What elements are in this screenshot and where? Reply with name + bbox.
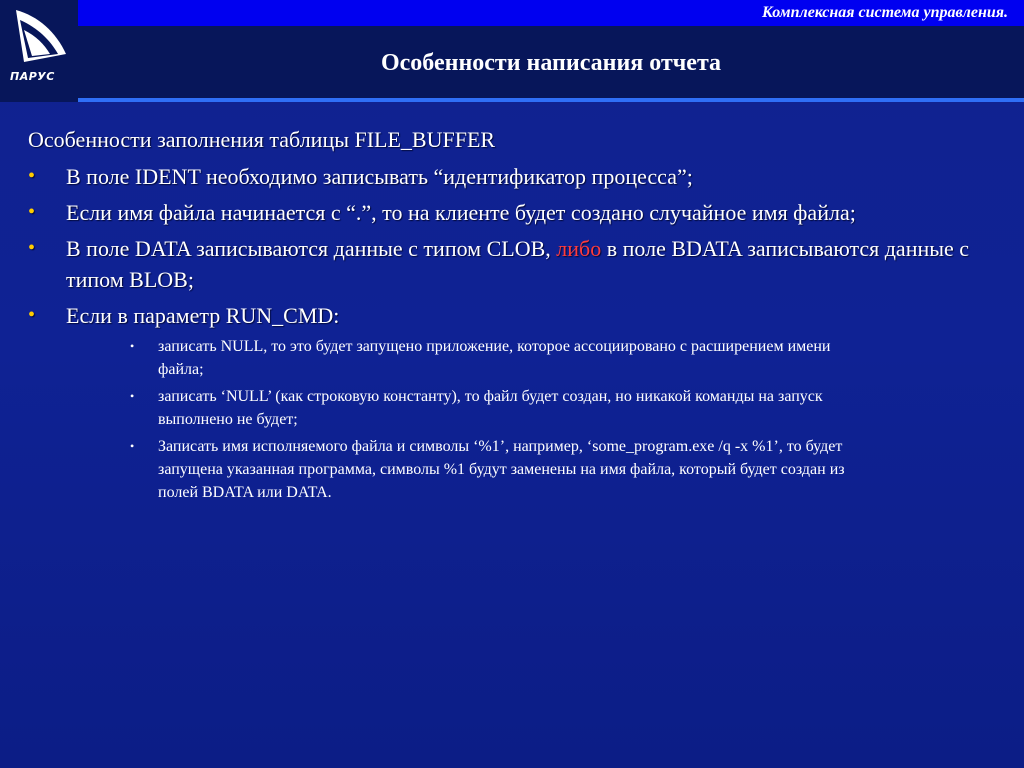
page-title: Особенности написания отчета	[380, 50, 722, 76]
list-item	[28, 300, 1008, 331]
intro-text: Особенности заполнения таблицы FILE_BUFFER	[28, 127, 496, 152]
sail-logo-icon	[4, 4, 74, 70]
bullet-text: Если имя файла начинается с “.”, то на клиенте будет создано случайное имя файла;	[66, 200, 856, 225]
logo-text: ПАРУС	[10, 70, 55, 83]
bullet-icon: •	[28, 201, 36, 223]
bullet-text: Если в параметр RUN_CMD:	[66, 303, 340, 328]
sub-bullet-text: записать NULL, то это будет запущено приложение, которое ассоциировано с расширением имени файла;	[158, 338, 831, 378]
bullet-icon: •	[28, 304, 36, 326]
bullet-text-start: В поле DATA записываются данные с типом CLOB,	[66, 236, 551, 261]
bullet-list	[28, 161, 1008, 331]
list-item	[28, 233, 1008, 295]
top-bar	[78, 0, 1024, 26]
title-divider	[78, 98, 1024, 102]
sub-bullet-icon: •	[130, 339, 135, 353]
sub-list-item	[28, 435, 868, 504]
sub-bullet-text: записать ‘NULL’ (как строковую константу), то файл будет создан, но никакой команды на запуск выполнено не будет;	[158, 388, 823, 428]
list-item	[28, 197, 1008, 228]
sub-list-item	[28, 385, 868, 431]
sub-bullet-text: Записать имя исполняемого файла и символы ‘%1’, например, ‘some_program.exe /q -x %1’, то будет запущена указанная программа, символы %1 будут заменены на имя файла, который будет создан из полей BDATA или DATA.	[158, 438, 845, 501]
bullet-icon: •	[28, 165, 36, 187]
title-band	[78, 26, 1024, 98]
sub-list-item	[28, 335, 868, 381]
system-name: Комплексная система управления.	[761, 4, 1008, 21]
slide-content	[28, 124, 1008, 504]
list-item	[28, 161, 1008, 192]
logo	[0, 0, 79, 102]
bullet-text: В поле IDENT необходимо записывать “идентификатор процесса”;	[66, 164, 693, 189]
sub-bullet-icon: •	[130, 389, 135, 403]
sub-bullet-list	[28, 335, 1008, 504]
sub-bullet-icon: •	[130, 439, 135, 453]
highlighted-word: либо	[556, 236, 602, 261]
bullet-icon: •	[28, 237, 36, 259]
bullet-text-end: в поле BDATA записываются данные с типом BLOB;	[66, 236, 970, 292]
